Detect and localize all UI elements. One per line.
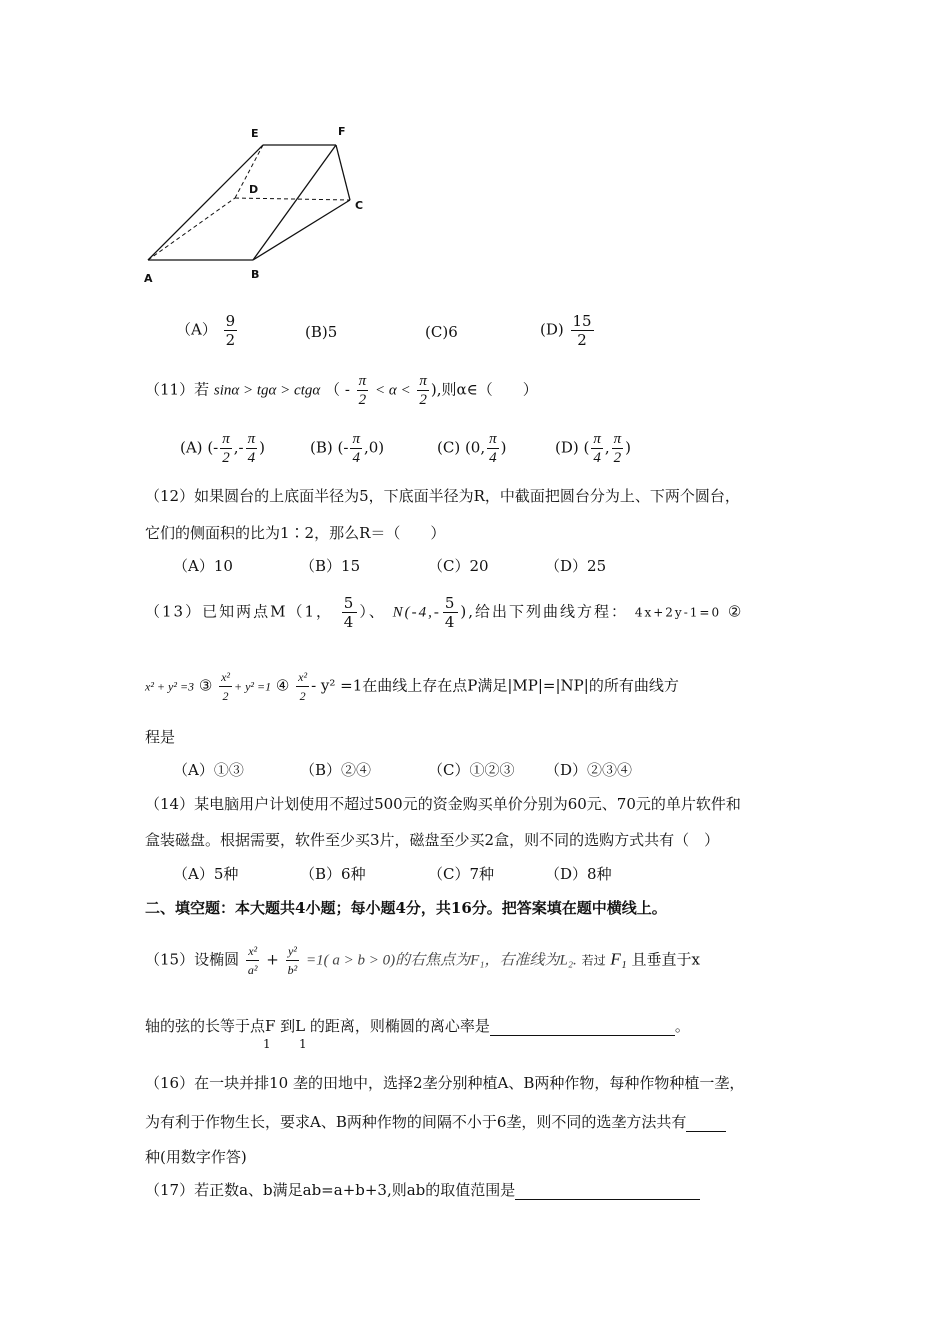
geometry-figure — [138, 120, 378, 290]
q16-line2: 为有利于作物生长，要求A、B两种作物的间隔不小于6垄，则不同的选垄方法共有 — [145, 1112, 726, 1132]
q14-option-b: （B）6种 — [300, 865, 366, 883]
label-d: D — [249, 183, 259, 196]
q13-option-c: （C）①②③ — [428, 761, 515, 779]
q13-option-d: （D）②③④ — [545, 761, 633, 779]
q13-line3: 程是 — [145, 728, 176, 746]
q16-line3: 种(用数字作答) — [145, 1148, 247, 1166]
q12-option-b: （B）15 — [300, 557, 361, 575]
q12-option-c: （C）20 — [428, 557, 489, 575]
q10-option-a: （A） $\frac{9}{2}$ — [176, 312, 236, 349]
q17-answer-blank[interactable] — [515, 1183, 700, 1200]
label-c: C — [355, 199, 364, 212]
q11-option-d: (D) ( $\frac{\pi}{4}$ , $\frac{\pi}{2}$ ) — [555, 431, 632, 466]
q12-option-a: （A）10 — [173, 557, 233, 575]
q11-stem: （11）若 sinα > tgα > ctgα （ - $\frac{\pi}{2}$ < α < $\frac{\pi}{2}$ ),则α∈（ ） — [145, 373, 538, 408]
q10-option-d: (D) $\frac{15}{2}$ — [540, 312, 592, 349]
label-e: E — [251, 127, 259, 140]
label-f: F — [338, 125, 346, 138]
q15-answer-blank[interactable] — [490, 1019, 675, 1036]
q16-answer-blank[interactable] — [686, 1115, 726, 1132]
q11-option-b: (B) (- $\frac{\pi}{4}$ ,0) — [310, 431, 385, 466]
q14-option-a: （A）5种 — [173, 865, 239, 883]
q12-line2: 它们的侧面积的比为1∶2，那么R＝（ ） — [145, 524, 446, 542]
q14-line1: （14）某电脑用户计划使用不超过500元的资金购买单价分别为60元、70元的单片软件和 — [145, 795, 741, 813]
q15-subscript-2: 1 — [299, 1037, 307, 1051]
q13-line2: x² + y² =3 ③ $\frac{\text{x²}}{2}$ + y² =1 ④ $\frac{\text{x²}}{2}$ - y² =1在曲线上存在点P满足|MP|=|NP|的所有曲线方 — [145, 670, 679, 703]
q15-line2: 轴的弦的长等于点F 到L 的距离，则椭圆的离心率是 。 — [145, 1017, 690, 1035]
q16-line1: （16）在一块并排10 垄的田地中，选择2垄分别种植A、B两种作物，每种作物种植一垄， — [145, 1074, 745, 1092]
q13-option-b: （B）②④ — [300, 761, 372, 779]
q17-line1: （17）若正数a、b满足ab=a+b+3,则ab的取值范围是 — [145, 1180, 700, 1200]
q15-line1: （15）设椭圆 $\frac{\text{x²}}{\text{a²}}$ + $\frac{\text{y²}}{\text{b²}}$ =1( a > b > 0)的右焦点为F₁，右准线为L₂. 若过 F₁ 且垂直于x — [145, 944, 700, 977]
q11-option-a: (A) (- $\frac{\pi}{2}$ ,- $\frac{\pi}{4}$ ) — [180, 431, 265, 466]
q11-option-c: (C) (0, $\frac{\pi}{4}$ ) — [437, 431, 507, 466]
q14-line2: 盒装磁盘。根据需要，软件至少买3片，磁盘至少买2盒，则不同的选购方式共有（ ） — [145, 831, 720, 849]
q12-option-d: （D）25 — [545, 557, 607, 575]
q14-option-c: （C）7种 — [428, 865, 495, 883]
q15-subscript-1: 1 — [263, 1037, 271, 1051]
section-title: 二、填空题：本大题共4小题；每小题4分，共16分。把答案填在题中横线上。 — [145, 899, 667, 917]
q13-line1: （13）已知两点M（1， $\frac{5}{4}$ ）、 N(-4,- $\frac{5}{4}$ ),给出下列曲线方程： 4x+2y-1=0 ② — [145, 594, 744, 631]
label-a: A — [144, 272, 153, 285]
label-b: B — [251, 268, 260, 281]
q14-option-d: （D）8种 — [545, 865, 612, 883]
q13-option-a: （A）①③ — [173, 761, 244, 779]
q10-option-b: (B)5 — [305, 323, 338, 341]
q12-line1: （12）如果圆台的上底面半径为5，下底面半径为R，中截面把圆台分为上、下两个圆台， — [145, 487, 740, 505]
q10-option-c: (C)6 — [425, 323, 458, 341]
